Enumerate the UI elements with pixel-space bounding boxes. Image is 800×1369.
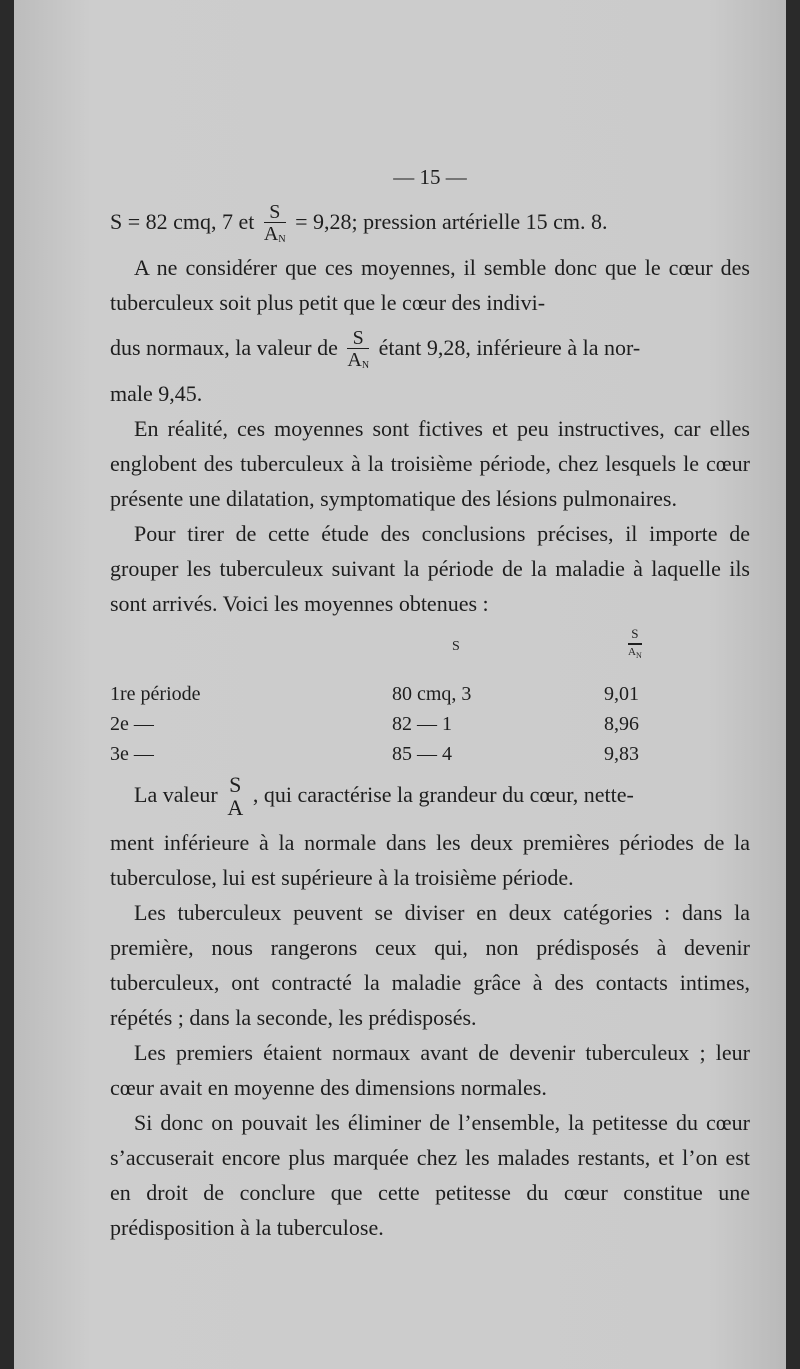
fraction-s-over-an: [264, 202, 286, 245]
header-denominator: [628, 645, 642, 660]
fraction-numerator-2: S: [347, 328, 369, 349]
paragraph-3: Pour tirer de cette étude des conclusions précises, il importe de grouper les tuberculeux suivant la période de la maladie à laquelle ils sont arrivés. Voici les moyennes obtenues :: [110, 521, 750, 616]
fraction-numerator-3: S: [229, 772, 242, 798]
paragraph-5: Les tuberculeux peuvent se diviser en deux catégories : dans la première, nous rangerons ceux qui, non prédisposés à devenir tuberculeux, ont contracté la maladie grâce à des contacts intimes, répétés ; dans la seconde, les prédisposés.: [110, 900, 750, 1030]
paragraph-4-lead: La valeur: [134, 782, 218, 807]
paragraph-2: En réalité, ces moyennes sont fictives et peu instructives, car elles englobent des tuberculeux à la troisième période, chez lesquels le cœur présente une dilatation, symptomatique des lésions pulmonaires.: [110, 416, 750, 511]
fraction-denominator-2: [347, 349, 369, 371]
fraction-s-over-an-2: [347, 328, 369, 371]
table-cell-ratio: 9,01: [604, 683, 639, 705]
fraction-denominator-3: A: [227, 795, 244, 821]
fraction-subscript-2: N: [361, 360, 370, 372]
averages-table: [110, 626, 750, 765]
table-row: [110, 737, 750, 765]
table-cell-s: 80 cmq, 3: [392, 683, 472, 705]
paragraph-1-text: A ne considérer que ces moyennes, il semble donc que le cœur des tuberculeux soit plus petit que le cœur des indivi-: [110, 255, 750, 315]
header-den-text: A: [628, 646, 636, 658]
table-cell-ratio: 8,96: [604, 713, 639, 735]
table-cell-periode: 1re période: [110, 683, 201, 705]
paragraph-1-end: male 9,45.: [110, 381, 203, 406]
paragraph-1: [110, 250, 750, 320]
fraction-den-text: A: [263, 223, 279, 246]
table-cell-ratio: 9,83: [604, 743, 639, 765]
table-row: [110, 677, 750, 705]
paragraph-4-first-line: [110, 765, 750, 825]
table-row: [110, 707, 750, 735]
formula-lead: S = 82 cmq, 7 et: [110, 209, 255, 234]
formula-tail: = 9,28; pression artérielle 15 cm. 8.: [295, 209, 608, 234]
table-header-s-over-an: [628, 627, 642, 669]
header-numerator: S: [628, 627, 642, 645]
page-number: — 15 —: [393, 165, 467, 189]
paragraph-1-fraction-line: [110, 320, 750, 376]
table-cell-s: 85 — 4: [392, 743, 452, 765]
book-page: [14, 0, 786, 1369]
table-header-s: S: [452, 639, 460, 654]
fraction-den-text-2: A: [347, 349, 362, 372]
paragraph-1-before-fraction: dus normaux, la valeur de: [110, 335, 338, 360]
paragraph-4: ment inférieure à la normale dans les deux premières périodes de la tuberculose, lui est supérieure à la troisième période.: [110, 830, 750, 890]
page-text: [110, 160, 750, 1245]
fraction-denominator: [264, 223, 286, 245]
formula-line: [110, 194, 750, 250]
paragraph-4-after-fraction: , qui caractérise la grandeur du cœur, nette-: [252, 782, 634, 807]
paragraph-6: Les premiers étaient normaux avant de devenir tuberculeux ; leur cœur avait en moyenne des dimensions normales.: [110, 1040, 750, 1100]
fraction-numerator: S: [264, 202, 286, 223]
table-cell-periode: 2e —: [110, 713, 154, 735]
table-cell-s: 82 — 1: [392, 713, 452, 735]
table-cell-periode: 3e —: [110, 743, 154, 765]
paragraph-1-after-fraction: étant 9,28, inférieure à la nor-: [378, 335, 641, 360]
paragraph-7: Si donc on pouvait les éliminer de l’ensemble, la petitesse du cœur s’accuserait encore plus marquée chez les malades restants, et l’on est en droit de conclure que cette petitesse du cœur constitue une prédisposition à la tuberculose.: [110, 1110, 750, 1240]
header-subscript: N: [635, 651, 642, 661]
fraction-s-over-a: [227, 774, 243, 819]
fraction-subscript: N: [278, 234, 286, 246]
